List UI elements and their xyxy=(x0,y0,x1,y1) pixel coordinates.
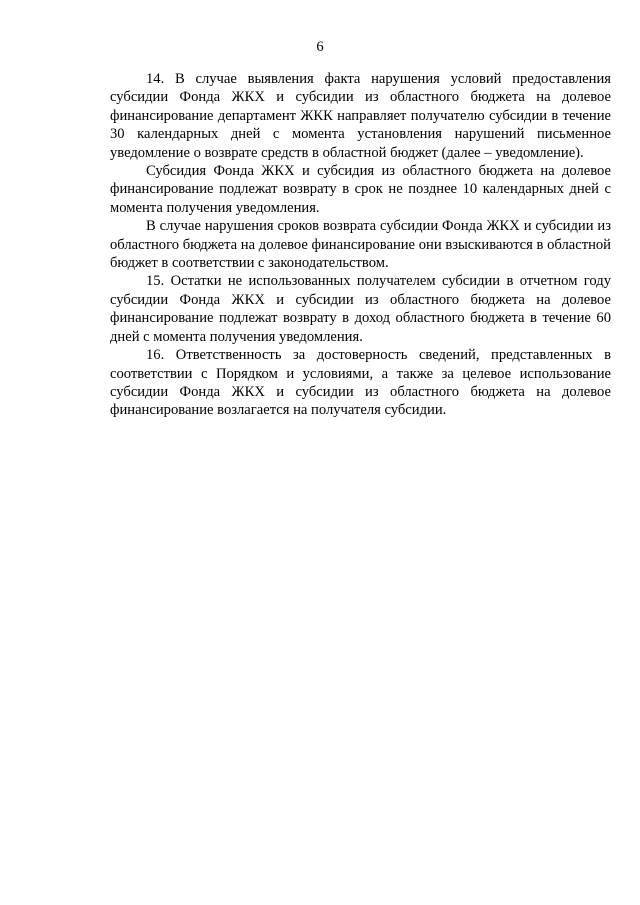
document-body xyxy=(110,70,611,420)
paragraph-16-responsibility: 16. Ответственность за достоверность сведений, представленных в соответствии с Порядком и условиями, а также за целевое использование субсидии Фонда ЖКХ и субсидии из областного бюджета на долевое финансирование возлагается на получателя субсидии. xyxy=(110,347,611,419)
paragraph-14-violation-notice: 14. В случае выявления факта нарушения условий предоставления субсидии Фонда ЖКХ и субсидии из областного бюджета на долевое финансирование департамент ЖКК направляет получателю субсидии в течение 30 календарных дней с момента установления нарушений письменное уведомление о возврате средств в областной бюджет (далее – уведомление). xyxy=(110,71,611,161)
page-number: 6 xyxy=(316,39,324,55)
paragraph-collection: В случае нарушения сроков возврата субсидии Фонда ЖКХ и субсидии из областного бюджета на долевое финансирование они взыскиваются в областной бюджет в соответствии с законодательством. xyxy=(110,218,611,272)
paragraph-refund-deadline: Субсидия Фонда ЖКХ и субсидия из областного бюджета на долевое финансирование подлежат возврату в срок не позднее 10 календарных дней с момента получения уведомления. xyxy=(110,163,611,216)
paragraph-15-unused-balances: 15. Остатки не использованных получателем субсидии в отчетном году субсидии Фонда ЖКХ и субсидии из областного бюджета на долевое финансирование подлежат возврату в доход областного бюджета в течение 60 дней с момента получения уведомления. xyxy=(110,273,611,345)
